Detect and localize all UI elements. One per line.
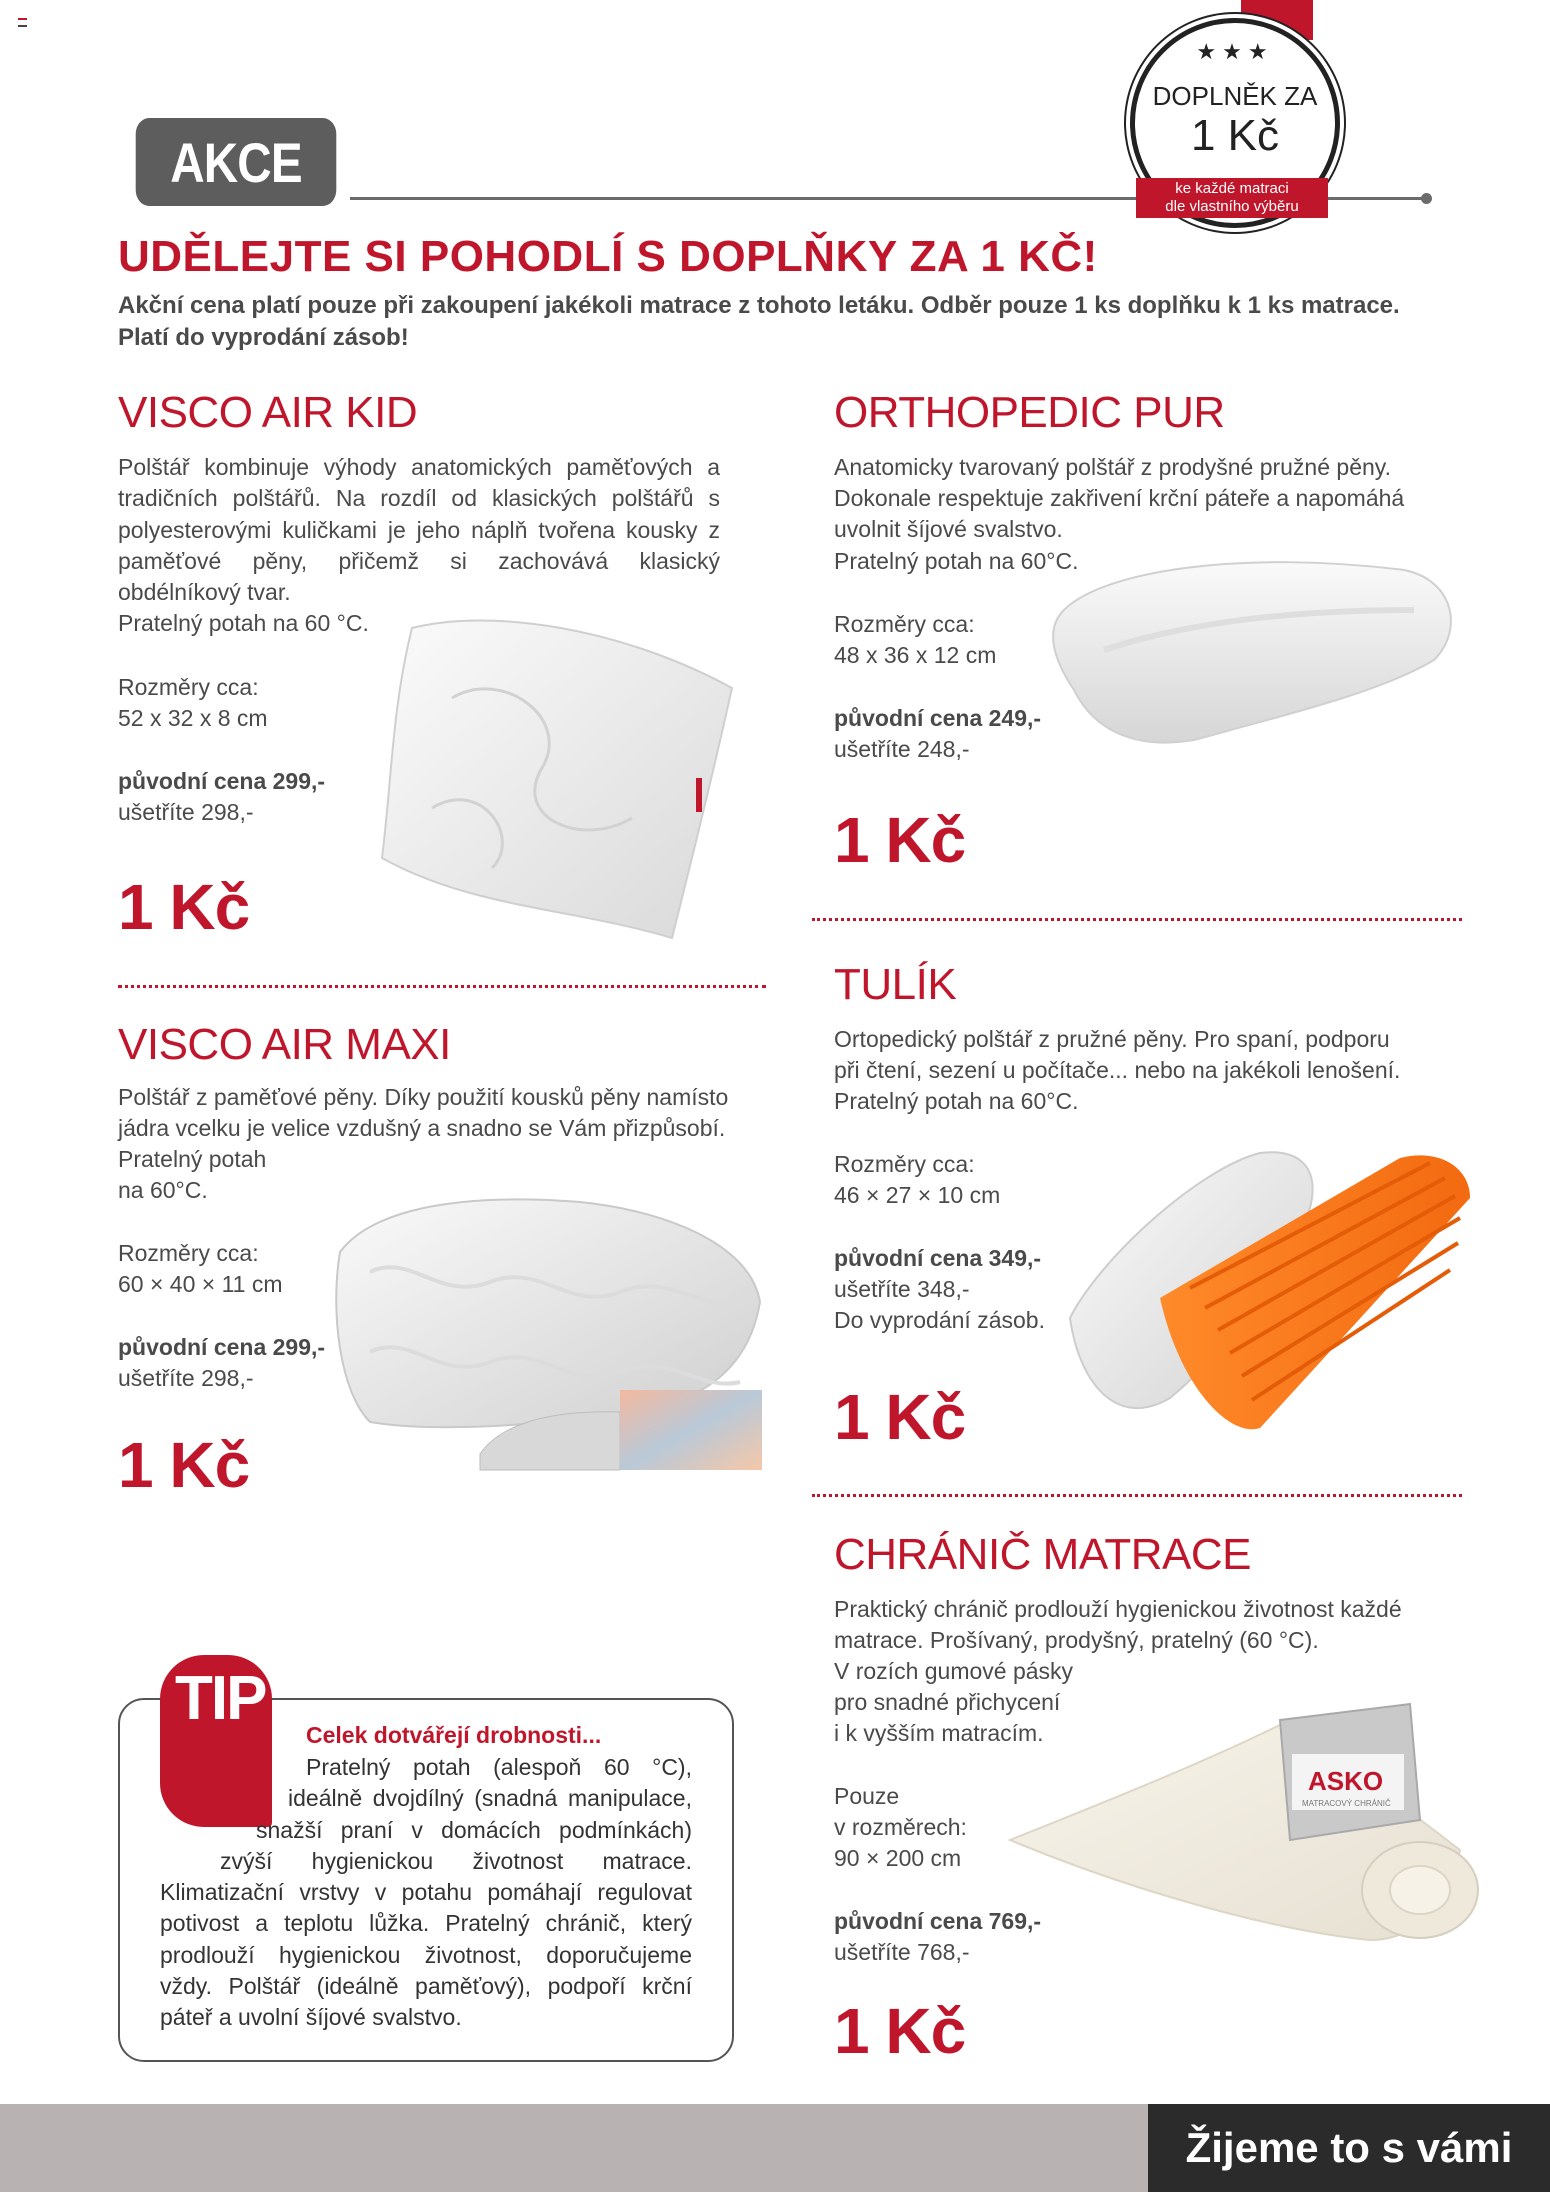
tip-body bbox=[160, 1752, 692, 2034]
orthopedic-pur-orig-price: původní cena 249,- bbox=[834, 705, 1042, 731]
chranic-desc3: V rozích gumové pásky bbox=[834, 1658, 1074, 1684]
visco-air-maxi-size: 60 × 40 × 11 cm bbox=[118, 1271, 283, 1297]
chranic-desc2: matrace. Prošívaný, prodyšný, pratelný (60 °C). bbox=[834, 1627, 1319, 1653]
orthopedic-pur-size: 48 x 36 x 12 cm bbox=[834, 642, 997, 668]
badge-ribbon-line1: ke každé matraci bbox=[1175, 180, 1289, 197]
visco-air-maxi-orig-price: původní cena 299,- bbox=[118, 1334, 326, 1360]
visco-air-maxi-price: 1 Kč bbox=[118, 1429, 250, 1501]
visco-air-kid-price: 1 Kč bbox=[118, 871, 250, 943]
tip-heading: Celek dotvářejí drobnosti... bbox=[306, 1722, 602, 1748]
tulik-desc1: Ortopedický polštář z pružné pěny. Pro spaní, podporu bbox=[834, 1026, 1390, 1052]
orthopedic-pur-desc1: Anatomicky tvarovaný polštář z prodyšné pružné pěny. bbox=[834, 454, 1391, 480]
chranic-only1: Pouze bbox=[834, 1783, 900, 1809]
orthopedic-pur-desc2: Dokonale respektuje zakřivení krční páteře a napomáhá uvolnit šíjové svalstvo. bbox=[834, 485, 1405, 543]
tulik-title: TULÍK bbox=[834, 960, 957, 1009]
chranic-desc5: i k vyšším matracím. bbox=[834, 1720, 1044, 1746]
visco-air-kid-size-label: Rozměry cca: bbox=[118, 674, 259, 700]
visco-air-maxi-title: VISCO AIR MAXI bbox=[118, 1020, 451, 1069]
visco-air-kid-pillow-image bbox=[372, 608, 742, 948]
tulik-desc2: při čtení, sezení u počítače... nebo na jakékoli lenošení. bbox=[834, 1057, 1401, 1083]
chranic-desc4: pro snadné přichycení bbox=[834, 1689, 1061, 1715]
orthopedic-pur-wash: Pratelný potah na 60°C. bbox=[834, 548, 1079, 574]
badge-stars: ★★★ bbox=[1196, 39, 1274, 64]
visco-air-kid-save: ušetříte 298,- bbox=[118, 799, 254, 825]
asko-package-brand: ASKO bbox=[1308, 1766, 1384, 1796]
orthopedic-pur-size-label: Rozměry cca: bbox=[834, 611, 975, 637]
footer-slogan: Žijeme to s vámi bbox=[1148, 2104, 1550, 2192]
visco-air-maxi-wash2: na 60°C. bbox=[118, 1177, 208, 1203]
page-headline: UDĚLEJTE SI POHODLÍ S DOPLŇKY ZA 1 KČ! bbox=[118, 232, 1098, 281]
intro-text bbox=[118, 290, 1418, 354]
tip-line1: Pratelný potah (alespoň 60 °C), bbox=[306, 1754, 692, 1780]
tip-line3: snažší praní v domácích podmínkách) bbox=[256, 1816, 692, 1843]
chranic-size: 90 × 200 cm bbox=[834, 1845, 962, 1871]
visco-air-maxi-desc2: jádra vcelku je velice vzdušný a snadno se Vám přizpůsobí. bbox=[118, 1115, 726, 1141]
tip-label-text: TIP bbox=[175, 1664, 266, 1733]
intro-line2: Platí do vyprodání zásob! bbox=[118, 324, 409, 351]
visco-air-kid-title: VISCO AIR KID bbox=[118, 388, 418, 437]
tulik-size: 46 × 27 × 10 cm bbox=[834, 1182, 1001, 1208]
tip-line4: zvýší hygienickou životnost matrace. bbox=[220, 1847, 692, 1874]
chranic-only2: v rozměrech: bbox=[834, 1814, 967, 1840]
chranic-protector-image bbox=[990, 1700, 1490, 1950]
visco-air-kid-desc: Polštář kombinuje výhody anatomických paměťových a tradičních polštářů. Na rozdíl od klasických polštářů s polyesterovými kuličkami je jeho náplň tvořena kousky z paměťové pěny, přičemž si zachovává klasický obdélníkový tvar. bbox=[118, 454, 720, 606]
tip-rest: Klimatizační vrstvy v potahu pomáhají regulovat potivost a teplotu lůžka. Pratelný chránič, který prodlouží hygienickou životnost, doporučujeme vždy. Polštář (ideálně paměťový), podpoří krční páteř a uvolní šíjové svalstvo. bbox=[160, 1879, 692, 2031]
divider-left-1 bbox=[118, 985, 766, 988]
orthopedic-pur-title: ORTHOPEDIC PUR bbox=[834, 388, 1225, 437]
visco-air-maxi-pillow-image bbox=[330, 1192, 766, 1472]
asko-package-sub: MATRACOVÝ CHRÁNIČ bbox=[1302, 1799, 1391, 1808]
visco-air-kid-orig-price: původní cena 299,- bbox=[118, 768, 326, 794]
chranic-title: CHRÁNIČ MATRACE bbox=[834, 1530, 1252, 1579]
visco-air-maxi-desc1: Polštář z paměťové pěny. Díky použití kousků pěny namísto bbox=[118, 1084, 729, 1110]
visco-air-kid-size: 52 x 32 x 8 cm bbox=[118, 705, 268, 731]
intro-line1: Akční cena platí pouze při zakoupení jakékoli matrace z tohoto letáku. Odběr pouze 1 ks doplňku k 1 ks matrace. bbox=[118, 292, 1400, 319]
tulik-pillow-image bbox=[1060, 1148, 1480, 1438]
corner-mark bbox=[18, 18, 27, 27]
badge-ribbon-line2: dle vlastního výběru bbox=[1165, 198, 1299, 215]
tulik-wash: Pratelný potah na 60°C. bbox=[834, 1088, 1079, 1114]
tulik-orig-price: původní cena 349,- bbox=[834, 1245, 1042, 1271]
badge-ribbon bbox=[1136, 178, 1328, 218]
badge-line2: 1 Kč bbox=[1190, 111, 1280, 160]
akce-tab: AKCE bbox=[136, 118, 337, 206]
visco-air-maxi-save: ušetříte 298,- bbox=[118, 1365, 254, 1391]
chranic-desc1: Praktický chránič prodlouží hygienickou životnost každé bbox=[834, 1596, 1402, 1622]
visco-air-kid-wash: Pratelný potah na 60 °C. bbox=[118, 610, 369, 636]
tip-line2: ideálně dvojdílný (snadná manipulace, bbox=[288, 1785, 692, 1812]
chranic-price: 1 Kč bbox=[834, 1995, 966, 2067]
chranic-save: ušetříte 768,- bbox=[834, 1939, 970, 1965]
tulik-size-label: Rozměry cca: bbox=[834, 1151, 975, 1177]
tulik-save: ušetříte 348,- bbox=[834, 1276, 970, 1302]
tulik-price: 1 Kč bbox=[834, 1381, 966, 1453]
divider-right-1 bbox=[812, 918, 1462, 921]
visco-air-maxi-wash1: Pratelný potah bbox=[118, 1146, 267, 1172]
chranic-orig-price: původní cena 769,- bbox=[834, 1908, 1042, 1934]
tulik-note: Do vyprodání zásob. bbox=[834, 1307, 1045, 1333]
orthopedic-pur-pillow-image bbox=[1044, 540, 1456, 750]
orthopedic-pur-save: ušetříte 248,- bbox=[834, 736, 970, 762]
asko-package bbox=[1280, 1704, 1420, 1840]
divider-right-2 bbox=[812, 1494, 1462, 1497]
header-rule-end-dot bbox=[1421, 193, 1432, 204]
orthopedic-pur-price: 1 Kč bbox=[834, 804, 966, 876]
badge-line1: DOPLNĚK ZA bbox=[1152, 81, 1318, 111]
visco-air-maxi-size-label: Rozměry cca: bbox=[118, 1240, 259, 1266]
